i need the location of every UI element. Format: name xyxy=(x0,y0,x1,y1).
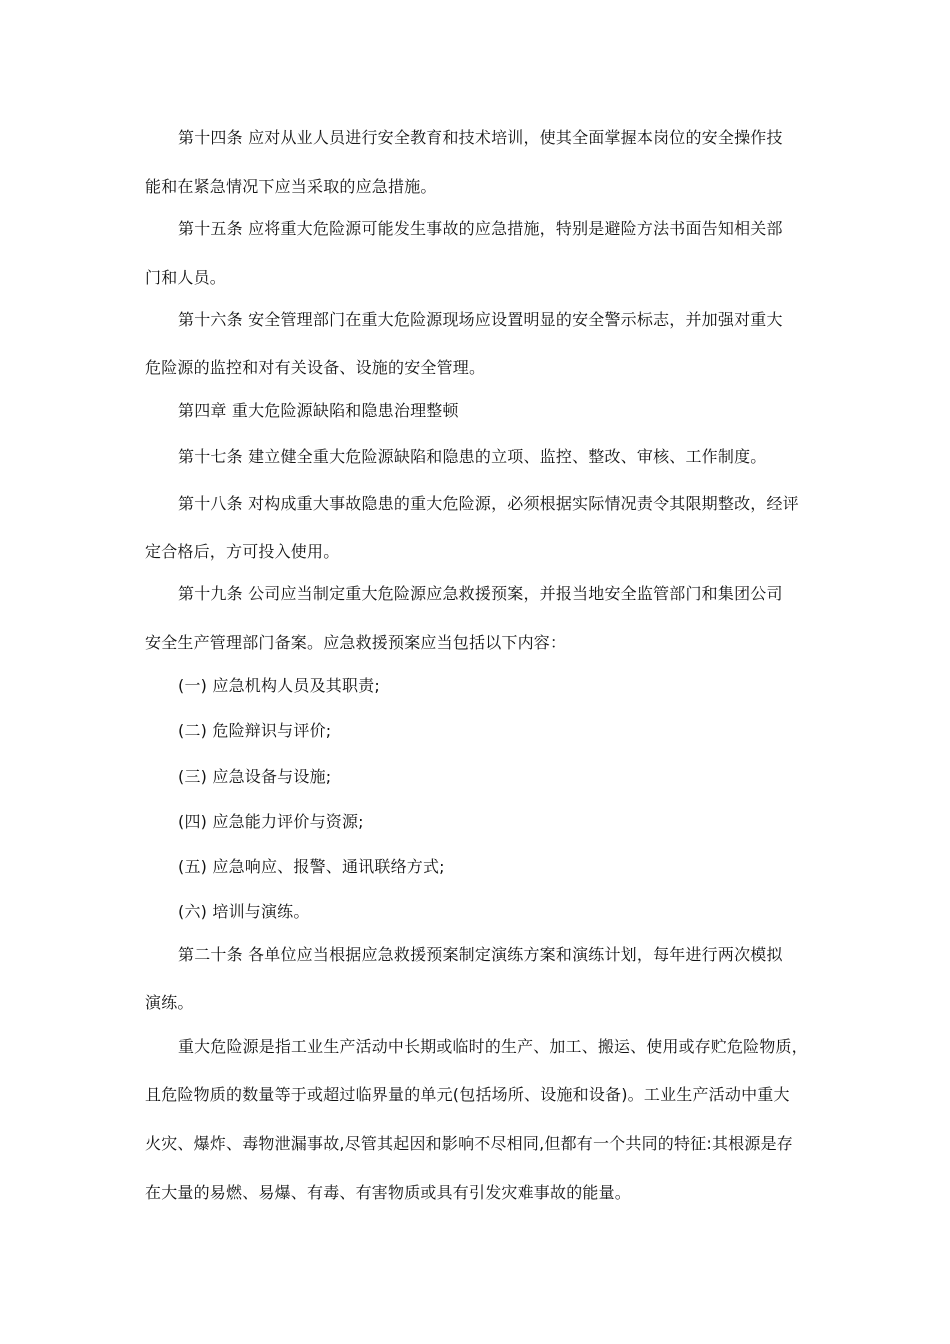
chapter-heading: 第四章 重大危险源缺陷和隐患治理整顿 xyxy=(178,401,459,420)
paragraph-line: 第十六条 安全管理部门在重大危险源现场应设置明显的安全警示标志，并加强对重大 xyxy=(178,310,783,329)
paragraph-line: 第十四条 应对从业人员进行安全教育和技术培训，使其全面掌握本岗位的安全操作技 xyxy=(178,128,783,147)
list-item: (六) 培训与演练。 xyxy=(178,902,310,921)
list-item: (三) 应急设备与设施; xyxy=(178,767,332,786)
paragraph-line: 且危险物质的数量等于或超过临界量的单元(包括场所、设施和设备)。工业生产活动中重大 xyxy=(145,1085,790,1104)
paragraph-line: 演练。 xyxy=(145,993,194,1012)
paragraph-line: 危险源的监控和对有关设备、设施的安全管理。 xyxy=(145,358,486,377)
paragraph-line: 能和在紧急情况下应当采取的应急措施。 xyxy=(145,177,437,196)
paragraph-line: 重大危险源是指工业生产活动中长期或临时的生产、加工、搬运、使用或存贮危险物质， xyxy=(178,1037,808,1056)
list-item: (四) 应急能力评价与资源; xyxy=(178,812,364,831)
paragraph-line: 第十九条 公司应当制定重大危险源应急救援预案，并报当地安全监管部门和集团公司 xyxy=(178,584,783,603)
paragraph-line: 定合格后，方可投入使用。 xyxy=(145,542,340,561)
list-item: (一) 应急机构人员及其职责; xyxy=(178,676,380,695)
paragraph-line: 第十七条 建立健全重大危险源缺陷和隐患的立项、监控、整改、审核、工作制度。 xyxy=(178,447,767,466)
list-item: (二) 危险辩识与评价; xyxy=(178,721,332,740)
paragraph-line: 火灾、爆炸、毒物泄漏事故,尽管其起因和影响不尽相同,但都有一个共同的特征:其根源是存 xyxy=(145,1134,793,1153)
paragraph-line: 第十八条 对构成重大事故隐患的重大危险源，必须根据实际情况责令其限期整改，经评 xyxy=(178,494,799,513)
list-item: (五) 应急响应、报警、通讯联络方式; xyxy=(178,857,445,876)
paragraph-line: 门和人员。 xyxy=(145,268,227,287)
paragraph-line: 安全生产管理部门备案。应急救援预案应当包括以下内容： xyxy=(145,633,567,652)
paragraph-line: 第二十条 各单位应当根据应急救援预案制定演练方案和演练计划，每年进行两次模拟 xyxy=(178,945,783,964)
paragraph-line: 在大量的易燃、易爆、有毒、有害物质或具有引发灾难事故的能量。 xyxy=(145,1183,632,1202)
paragraph-line: 第十五条 应将重大危险源可能发生事故的应急措施，特别是避险方法书面告知相关部 xyxy=(178,219,783,238)
